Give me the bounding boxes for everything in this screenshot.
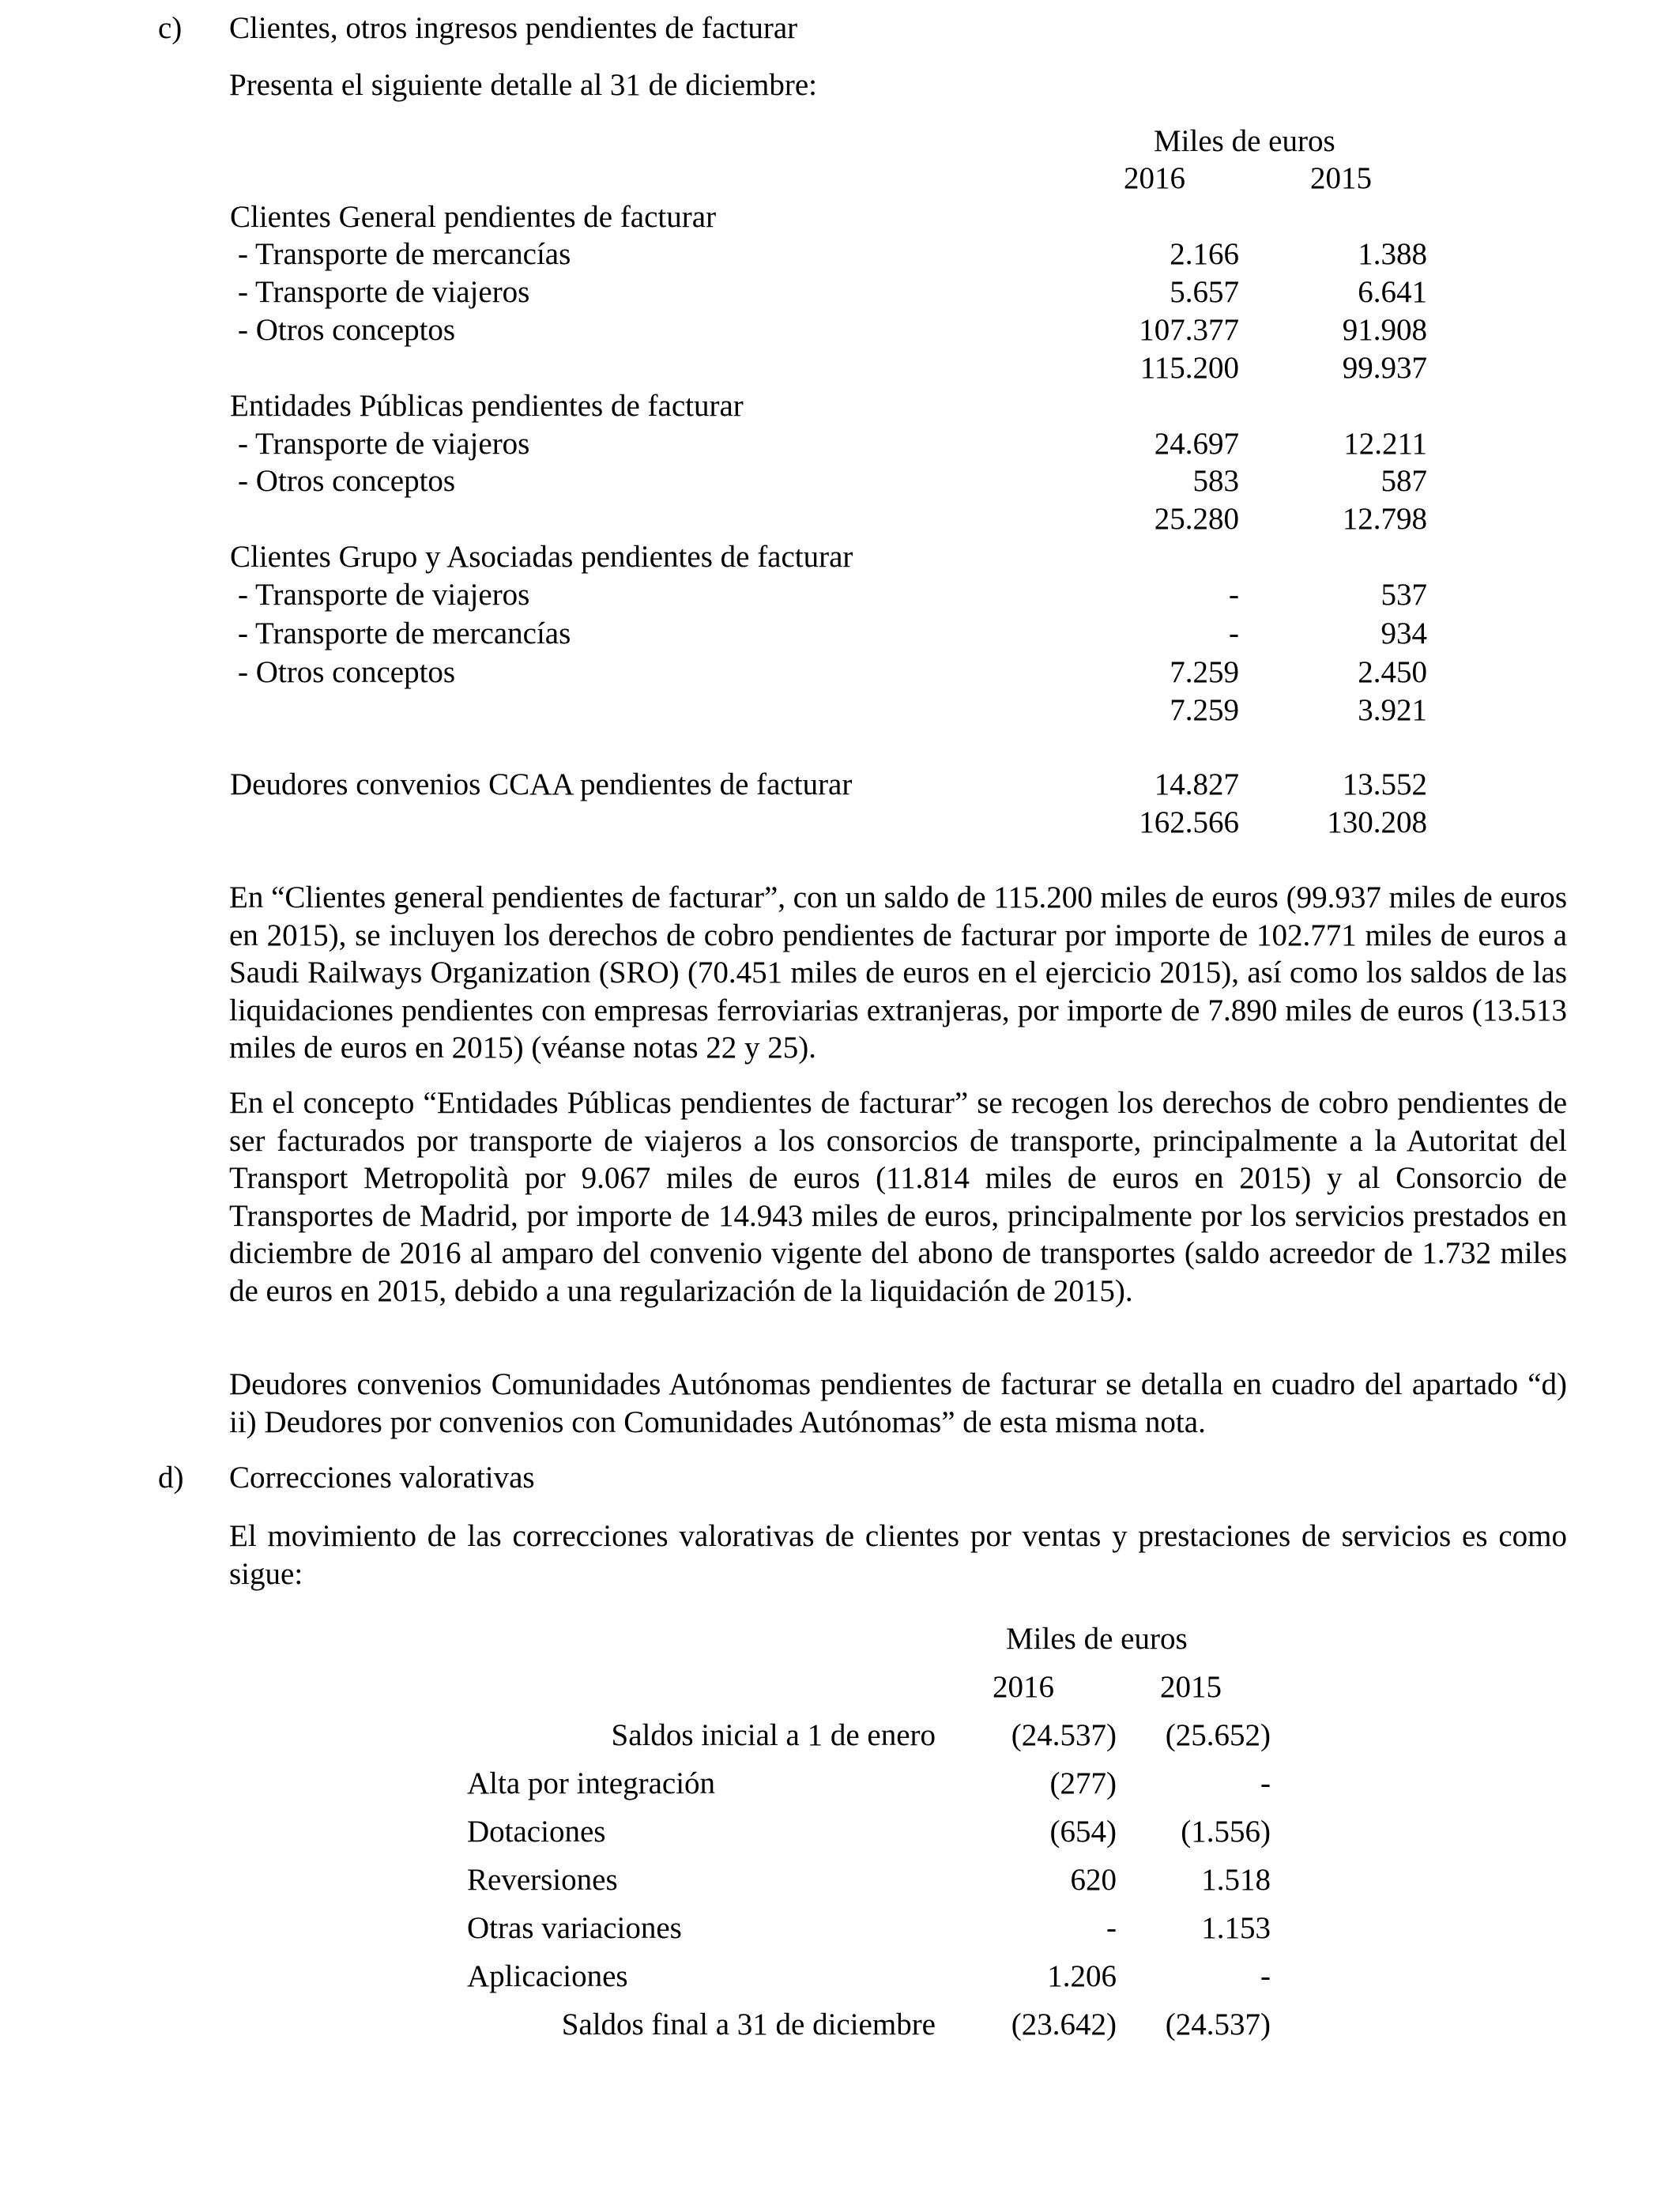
paragraph-clientes-general: En “Clientes general pendientes de facturar”, con un saldo de 115.200 miles de euros (99.937 miles de euros en 2015), se incluyen los derechos de cobro pendientes de facturar por importe de 102.771 miles de euros a Saudi Railways Organization (SRO) (70.451 miles de euros en el ejercicio 2015), así como los saldos de las liquidaciones pendientes con empresas ferroviarias extranjeras, por importe de 7.890 miles de euros (13.513 miles de euros en 2015) (véanse notas 22 y 25). (229, 880, 1567, 1065)
row-label: - Otros conceptos (238, 655, 456, 689)
movement-label: Reversiones (467, 1863, 618, 1897)
section-c-heading: Clientes, otros ingresos pendientes de facturar (229, 11, 798, 45)
subtotal-2016: 115.200 (1139, 351, 1239, 385)
value-2016: 107.377 (1139, 313, 1239, 347)
movement-2015: (1.556) (1181, 1815, 1271, 1849)
movement-2016: (277) (1049, 1766, 1117, 1800)
movement-label: Aplicaciones (467, 1959, 628, 1993)
subtotal-2015: 99.937 (1342, 351, 1427, 385)
ccaa-value-2016: 14.827 (1154, 767, 1239, 801)
movement-2016: - (1106, 1911, 1117, 1945)
ccaa-row-label: Deudores convenios CCAA pendientes de facturar (230, 767, 853, 801)
total-2016: 162.566 (1139, 805, 1239, 839)
group-title: Entidades Públicas pendientes de facturar (230, 389, 744, 423)
movement-label: Dotaciones (467, 1815, 606, 1849)
paragraph-deudores-convenios: Deudores convenios Comunidades Autónomas pendientes de facturar se detalla en cuadro del apartado “d) ii) Deudores por convenios con Comunidades Autónomas” de esta misma nota. (229, 1367, 1567, 1439)
table2-year-2016: 2016 (993, 1670, 1054, 1704)
section-d-letter: d) (158, 1461, 184, 1495)
closing-balance-label: Saldos final a 31 de diciembre (561, 2007, 936, 2041)
row-label: - Otros conceptos (238, 464, 456, 498)
movement-2016: 1.206 (1047, 1959, 1117, 1993)
opening-2015: (25.652) (1165, 1718, 1271, 1752)
subtotal-2015: 12.798 (1342, 502, 1427, 536)
table2-year-2015: 2015 (1160, 1670, 1222, 1704)
table1-year-2015: 2015 (1310, 161, 1372, 195)
movement-label: Otras variaciones (467, 1911, 682, 1945)
opening-2016: (24.537) (1011, 1718, 1117, 1752)
total-2015: 130.208 (1327, 805, 1427, 839)
value-2015: 537 (1381, 578, 1427, 612)
value-2016: - (1229, 616, 1239, 650)
section-d-heading: Correcciones valorativas (229, 1461, 535, 1495)
subtotal-2016: 7.259 (1170, 693, 1239, 727)
subtotal-2015: 3.921 (1358, 693, 1427, 727)
value-2015: 934 (1381, 616, 1427, 650)
movement-2015: - (1260, 1959, 1271, 1993)
paragraph-entidades-publicas: En el concepto “Entidades Públicas pendientes de facturar” se recogen los derechos de cobro pendientes de ser facturados por transporte de viajeros a los consorcios de transporte, principalmente a la Autoritat del Transport Metropolità por 9.067 miles de euros (11.814 miles de euros en 2015) y al Consorcio de Transportes de Madrid, por importe de 14.943 miles de euros, principalmente por los servicios prestados en diciembre de 2016 al amparo del convenio vigente del abono de transportes (saldo acreedor de 1.732 miles de euros en 2015, debido a una regularización de la liquidación de 2015). (229, 1086, 1567, 1308)
value-2016: 7.259 (1170, 655, 1239, 689)
value-2016: - (1229, 578, 1239, 612)
value-2015: 587 (1381, 464, 1427, 498)
opening-balance-label: Saldos inicial a 1 de enero (611, 1718, 936, 1752)
movement-2016: (654) (1049, 1815, 1117, 1849)
closing-2016: (23.642) (1011, 2007, 1117, 2041)
row-label: - Transporte de viajeros (238, 275, 530, 309)
table2-unit-header: Miles de euros (1006, 1622, 1188, 1656)
table1-unit-header: Miles de euros (1154, 124, 1335, 158)
section-c-intro: Presenta el siguiente detalle al 31 de diciembre: (229, 68, 817, 102)
movement-2015: 1.518 (1201, 1863, 1271, 1897)
row-label: - Otros conceptos (238, 313, 456, 347)
value-2015: 91.908 (1342, 313, 1427, 347)
section-c-letter: c) (158, 11, 183, 45)
movement-2015: - (1260, 1766, 1271, 1800)
movement-label: Alta por integración (467, 1766, 716, 1800)
row-label: - Transporte de mercancías (238, 237, 571, 271)
movement-2016: 620 (1070, 1863, 1117, 1897)
subtotal-2016: 25.280 (1154, 502, 1239, 536)
value-2015: 6.641 (1358, 275, 1427, 309)
row-label: - Transporte de viajeros (238, 427, 530, 461)
value-2015: 12.211 (1343, 427, 1427, 461)
group-title: Clientes Grupo y Asociadas pendientes de facturar (230, 540, 853, 574)
value-2015: 2.450 (1358, 655, 1427, 689)
value-2016: 583 (1192, 464, 1239, 498)
section-d-intro: El movimiento de las correcciones valorativas de clientes por ventas y prestaciones de servicios es como sigue: (229, 1519, 1567, 1591)
value-2016: 24.697 (1154, 427, 1239, 461)
value-2015: 1.388 (1358, 237, 1427, 271)
movement-2015: 1.153 (1201, 1911, 1271, 1945)
ccaa-value-2015: 13.552 (1342, 767, 1427, 801)
value-2016: 5.657 (1170, 275, 1239, 309)
row-label: - Transporte de viajeros (238, 578, 530, 612)
table1-year-2016: 2016 (1124, 161, 1185, 195)
value-2016: 2.166 (1170, 237, 1239, 271)
closing-2015: (24.537) (1165, 2007, 1271, 2041)
group-title: Clientes General pendientes de facturar (230, 200, 717, 234)
row-label: - Transporte de mercancías (238, 616, 571, 650)
